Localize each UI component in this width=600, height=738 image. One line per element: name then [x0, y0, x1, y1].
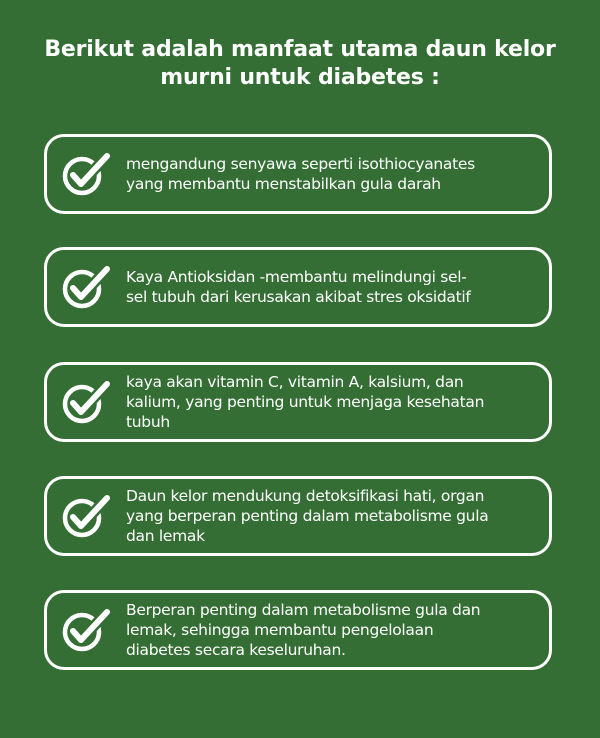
- benefit-card-2: [44, 247, 552, 327]
- check-circle-icon: [61, 151, 111, 197]
- benefit-text: [126, 600, 539, 660]
- benefit-text: [126, 372, 539, 432]
- benefit-text-line: Daun kelor mendukung detoksifikasi hati, organ: [126, 487, 485, 505]
- benefit-card-5: [44, 590, 552, 670]
- benefit-text-line: Berperan penting dalam metabolisme gula dan: [126, 601, 481, 619]
- check-circle-icon: [61, 264, 111, 310]
- benefit-text: [126, 267, 539, 307]
- benefit-card-1: [44, 134, 552, 214]
- benefit-text-line: dan lemak: [126, 527, 205, 545]
- check-circle-icon: [61, 607, 111, 653]
- benefit-text-line: sel tubuh dari kerusakan akibat stres oksidatif: [126, 288, 471, 306]
- benefit-text-line: kalium, yang penting untuk menjaga kesehatan: [126, 393, 485, 411]
- benefit-text-line: mengandung senyawa seperti isothiocyanates: [126, 155, 475, 173]
- benefit-card-3: [44, 362, 552, 442]
- benefit-text-line: diabetes secara keseluruhan.: [126, 641, 346, 659]
- benefit-text-line: lemak, sehingga membantu pengelolaan: [126, 621, 434, 639]
- title-line-2: murni untuk diabetes :: [160, 65, 440, 90]
- check-circle-icon: [61, 493, 111, 539]
- benefit-text-line: yang berperan penting dalam metabolisme gula: [126, 507, 489, 525]
- title-line-1: Berikut adalah manfaat utama daun kelor: [44, 37, 556, 62]
- page-title: [0, 36, 600, 92]
- benefit-card-4: [44, 476, 552, 556]
- benefit-text-line: yang membantu menstabilkan gula darah: [126, 175, 441, 193]
- check-circle-icon: [61, 379, 111, 425]
- benefit-text: [126, 486, 539, 546]
- benefit-text-line: kaya akan vitamin C, vitamin A, kalsium, dan: [126, 373, 464, 391]
- benefit-text-line: Kaya Antioksidan -membantu melindungi sel-: [126, 268, 467, 286]
- benefit-text: [126, 154, 539, 194]
- benefit-text-line: tubuh: [126, 413, 170, 431]
